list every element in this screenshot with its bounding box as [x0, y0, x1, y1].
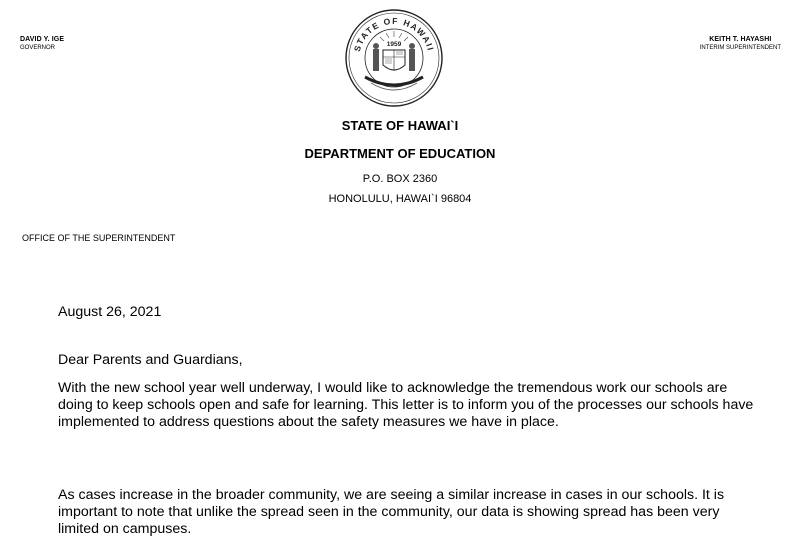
department-heading: DEPARTMENT OF EDUCATION: [304, 146, 496, 161]
superintendent-title: INTERIM SUPERINTENDENT: [699, 45, 781, 51]
address-line-1: P.O. BOX 2360: [362, 173, 438, 185]
governor-title: GOVERNOR: [20, 45, 56, 51]
state-seal-graphic: [341, 7, 447, 109]
letter-greeting: Dear Parents and Guardians,: [58, 352, 243, 368]
state-seal: [341, 7, 447, 109]
governor-block: [20, 36, 64, 52]
letter-paragraph-2: As cases increase in the broader community, we are seeing a similar increase in cases in our schools. It is important to note that unlike the spread seen in the community, our data is showing spread has been very limited on campuses.: [58, 487, 725, 537]
state-heading: STATE OF HAWAI`I: [341, 118, 459, 133]
letter-date: August 26, 2021: [58, 304, 162, 320]
governor-name: DAVID Y. IGE: [20, 36, 65, 43]
superintendent-block: [700, 36, 781, 52]
office-label: OFFICE OF THE SUPERINTENDENT: [22, 233, 176, 243]
letter-paragraph-1: With the new school year well underway, I would like to acknowledge the tremendous work our schools are doing to keep schools open and safe for learning. This letter is to inform you of the processes our schools have implemented to address questions about the safety measures we have in place.: [58, 380, 754, 430]
address-line-2: HONOLULU, HAWAI`I 96804: [328, 193, 472, 205]
superintendent-name: KEITH T. HAYASHI: [709, 36, 772, 43]
seal-top-text: STATE OF HAWAII: [351, 15, 437, 53]
seal-year: 1959: [386, 41, 402, 48]
